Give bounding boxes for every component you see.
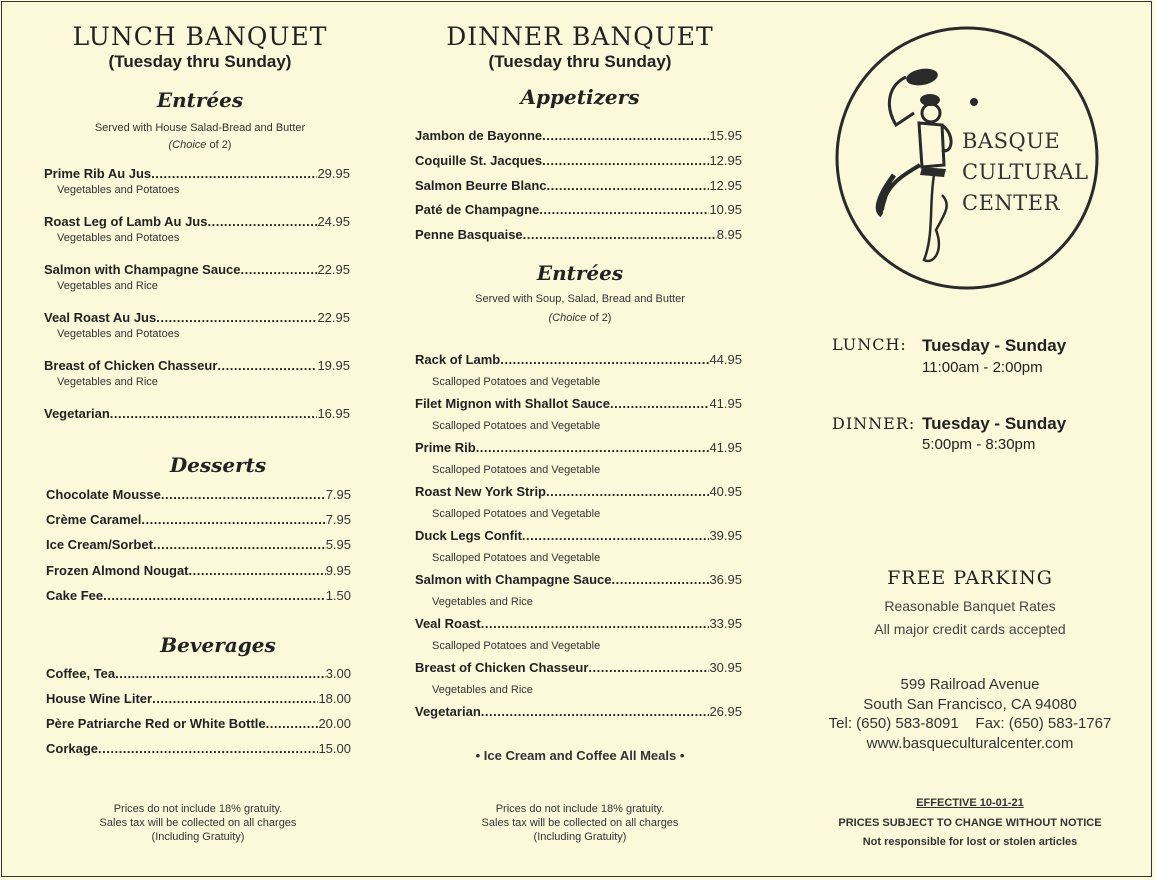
item-name: Coffee, Tea [46, 666, 116, 681]
menu-item [415, 660, 742, 675]
item-price: 9.95 [325, 562, 351, 578]
item-description: Vegetables and Potatoes [57, 184, 180, 196]
item-name: Rack of Lamb [415, 352, 501, 367]
dot-leader [207, 214, 317, 229]
footer-line: (Including Gratuity) [151, 831, 245, 843]
item-description: Vegetables and Potatoes [57, 232, 180, 244]
dot-leader [103, 588, 326, 603]
item-price: 22.95 [317, 262, 350, 277]
menu-item [44, 166, 350, 181]
item-price: 3.00 [325, 666, 351, 681]
menu-item [415, 396, 742, 411]
note-text: Served with Soup, Salad, Bread and Butter [475, 293, 685, 305]
dinner-hours-time: 5:00pm - 8:30pm [922, 436, 1036, 453]
item-name: Cake Fee [46, 587, 104, 603]
menu-item [415, 153, 742, 168]
menu-item [46, 512, 351, 527]
dinner-subtitle: (Tuesday thru Sunday) [488, 52, 672, 71]
item-name: Roast Leg of Lamb Au Jus [44, 214, 208, 229]
item-name: Veal Roast [415, 616, 481, 631]
logo-line: BASQUE [962, 129, 1061, 153]
menu-item [415, 178, 742, 193]
item-description: Scalloped Potatoes and Vegetable [432, 420, 601, 432]
menu-item [46, 537, 351, 552]
item-price: 20.00 [318, 716, 351, 731]
menu-item [415, 352, 742, 367]
item-name: Vegetarian [415, 704, 481, 719]
menu-item [46, 691, 351, 706]
menu-item [415, 528, 742, 543]
dinner-title: DINNER BANQUET [446, 22, 714, 51]
notices [820, 794, 1120, 853]
menu-item [46, 666, 351, 681]
item-description: Scalloped Potatoes and Vegetable [432, 552, 601, 564]
item-description: Vegetables and Rice [57, 376, 158, 388]
dot-leader [610, 396, 709, 411]
item-name: Filet Mignon with Shallot Sauce [415, 396, 611, 411]
item-name: Salmon Beurre Blanc [415, 177, 547, 193]
dot-leader [522, 528, 710, 543]
item-price: 1.50 [325, 587, 351, 603]
banquet-rates: Reasonable Banquet Rates [884, 598, 1056, 614]
item-name: Prime Rib [415, 440, 476, 455]
lunch-beverages-heading: Beverages [160, 633, 276, 657]
phone-fax: Tel: (650) 583-8091 Fax: (650) 583-1767 [828, 715, 1112, 732]
item-price: 41.95 [709, 440, 742, 455]
menu-item [415, 227, 742, 242]
credit-cards: All major credit cards accepted [874, 621, 1066, 637]
item-description: Scalloped Potatoes and Vegetable [432, 640, 601, 652]
dinner-entrees-note [410, 290, 750, 328]
logo-text [962, 126, 1089, 219]
dot-leader [612, 572, 710, 587]
item-price: 12.95 [709, 152, 742, 168]
dot-leader [98, 741, 318, 756]
menu-item [46, 741, 351, 756]
footer-line: Sales tax will be collected on all charges [481, 817, 679, 829]
dinner-entrees-heading: Entrées [536, 261, 624, 285]
item-price: 7.95 [325, 512, 351, 528]
item-price: 16.95 [317, 406, 350, 421]
menu-item [46, 563, 351, 578]
dot-leader [110, 406, 318, 421]
lunch-entrees-heading: Entrées [156, 88, 244, 112]
item-price: 39.95 [709, 528, 742, 543]
dot-leader [156, 310, 317, 325]
dot-leader [217, 358, 317, 373]
menu-item [44, 262, 350, 277]
item-description: Vegetables and Rice [432, 684, 533, 696]
item-description: Vegetables and Rice [57, 280, 158, 292]
item-price: 10.95 [709, 202, 742, 218]
dot-leader [141, 512, 325, 527]
choice-note [410, 309, 750, 328]
responsibility-notice: Not responsible for lost or stolen articles [862, 836, 1078, 848]
dot-leader [152, 691, 318, 706]
menu-item [415, 572, 742, 587]
logo-line: CULTURAL [962, 160, 1089, 184]
item-name: Paté de Champagne [415, 202, 540, 218]
dot-leader [542, 128, 709, 143]
menu-item [46, 588, 351, 603]
dot-leader [542, 153, 709, 168]
dot-leader [241, 262, 318, 277]
item-name: Salmon with Champagne Sauce [44, 262, 241, 277]
item-name: Corkage [46, 741, 99, 756]
dot-leader [161, 487, 326, 502]
item-price: 18.00 [318, 691, 351, 706]
dot-leader [189, 563, 326, 578]
menu-item [44, 310, 350, 325]
prices-notice: PRICES SUBJECT TO CHANGE WITHOUT NOTICE [838, 816, 1102, 829]
dinner-hours-days: Tuesday - Sunday [922, 414, 1067, 433]
item-price: 7.95 [325, 487, 351, 502]
item-price: 30.95 [709, 660, 742, 675]
dot-leader [523, 227, 717, 242]
item-price: 24.95 [317, 214, 350, 229]
free-parking: FREE PARKING [887, 567, 1053, 589]
lunch-hours-days: Tuesday - Sunday [922, 336, 1067, 355]
lunch-desserts-heading: Desserts [169, 453, 267, 477]
menu-item [44, 406, 350, 421]
lunch-title: LUNCH BANQUET [72, 22, 328, 51]
dot-leader [539, 202, 709, 217]
footer-line: Prices do not include 18% gratuity. [495, 803, 665, 815]
item-price: 26.95 [709, 704, 742, 719]
dot-leader [481, 616, 710, 631]
dot-leader [481, 704, 710, 719]
menu-item [415, 202, 742, 217]
item-price: 44.95 [709, 352, 742, 367]
item-description: Scalloped Potatoes and Vegetable [432, 464, 601, 476]
item-description: Scalloped Potatoes and Vegetable [432, 508, 601, 520]
item-price: 22.95 [317, 310, 350, 325]
dinner-hours-label: DINNER: [832, 414, 916, 433]
dot-leader [546, 484, 709, 499]
footer-line: Prices do not include 18% gratuity. [113, 803, 283, 815]
item-name: Prime Rib Au Jus [44, 166, 152, 181]
dot-leader [153, 537, 326, 552]
item-price: 15.00 [318, 741, 351, 756]
lunch-subtitle: (Tuesday thru Sunday) [108, 52, 292, 71]
item-price: 33.95 [709, 616, 742, 631]
lunch-hours-label: LUNCH: [832, 335, 907, 354]
contact-block [800, 675, 1140, 753]
lunch-hours-time: 11:00am - 2:00pm [922, 359, 1043, 376]
choice-italic: (Choice [168, 139, 207, 151]
item-name: Coquille St. Jacques [415, 152, 543, 168]
dot-leader [151, 166, 317, 181]
footer-line: Sales tax will be collected on all charges [99, 817, 297, 829]
item-name: Salmon with Champagne Sauce [415, 572, 612, 587]
item-price: 41.95 [709, 396, 742, 411]
item-name: Frozen Almond Nougat [46, 562, 189, 578]
item-name: Jambon de Bayonne [415, 128, 543, 143]
dot-leader [476, 440, 710, 455]
item-description: Scalloped Potatoes and Vegetable [432, 376, 601, 388]
item-price: 12.95 [709, 177, 742, 193]
dot-leader [547, 178, 710, 193]
menu-item [415, 440, 742, 455]
all-meals-note: • Ice Cream and Coffee All Meals • [475, 748, 685, 763]
note-text: Served with House Salad-Bread and Butter [94, 122, 306, 134]
item-price: 40.95 [709, 484, 742, 499]
footer-line: (Including Gratuity) [533, 831, 627, 843]
item-description: Vegetables and Potatoes [57, 328, 180, 340]
lunch-footer [40, 802, 356, 844]
choice-rest: of 2) [586, 312, 612, 324]
menu-item [415, 484, 742, 499]
website-link[interactable]: www.basqueculturalcenter.com [866, 734, 1074, 752]
item-name: Breast of Chicken Chasseur [44, 358, 218, 373]
dot-leader [115, 666, 326, 681]
lunch-entrees-note [40, 120, 360, 154]
choice-italic: (Choice [548, 312, 587, 324]
menu-item [46, 716, 351, 731]
item-name: Vegetarian [44, 406, 110, 421]
item-name: Veal Roast Au Jus [44, 310, 157, 325]
item-name: Breast of Chicken Chasseur [415, 660, 589, 675]
menu-item [415, 128, 742, 143]
item-name: Chocolate Mousse [46, 487, 161, 502]
menu-item [415, 704, 742, 719]
item-name: Père Patriarche Red or White Bottle [46, 716, 266, 731]
effective-date: EFFECTIVE 10-01-21 [916, 797, 1024, 809]
dot-leader [500, 352, 709, 367]
item-price: 36.95 [709, 572, 742, 587]
dinner-footer [410, 802, 750, 844]
choice-rest: of 2) [206, 139, 232, 151]
dot-leader [588, 660, 709, 675]
item-price: 29.95 [317, 166, 350, 181]
item-name: Ice Cream/Sorbet [46, 537, 153, 553]
choice-note [40, 137, 360, 154]
dot-leader [266, 716, 319, 731]
menu-item [415, 616, 742, 631]
menu-item [44, 358, 350, 373]
item-description: Vegetables and Rice [432, 596, 533, 608]
item-name: Penne Basquaise [415, 227, 523, 243]
item-name: Roast New York Strip [415, 484, 546, 499]
item-price: 19.95 [317, 358, 350, 373]
item-price: 15.95 [709, 128, 742, 143]
menu-item [46, 487, 351, 502]
item-price: 8.95 [716, 227, 742, 243]
menu-item [44, 214, 350, 229]
item-name: Crème Caramel [46, 512, 142, 528]
item-name: House Wine Liter [46, 691, 153, 706]
address-line-1: 599 Railroad Avenue [900, 676, 1040, 693]
address-line-2: South San Francisco, CA 94080 [863, 695, 1077, 713]
item-name: Duck Legs Confit [415, 528, 522, 543]
logo-line: CENTER [962, 191, 1060, 215]
item-price: 5.95 [325, 537, 351, 553]
dinner-appetizers-heading: Appetizers [520, 85, 640, 109]
